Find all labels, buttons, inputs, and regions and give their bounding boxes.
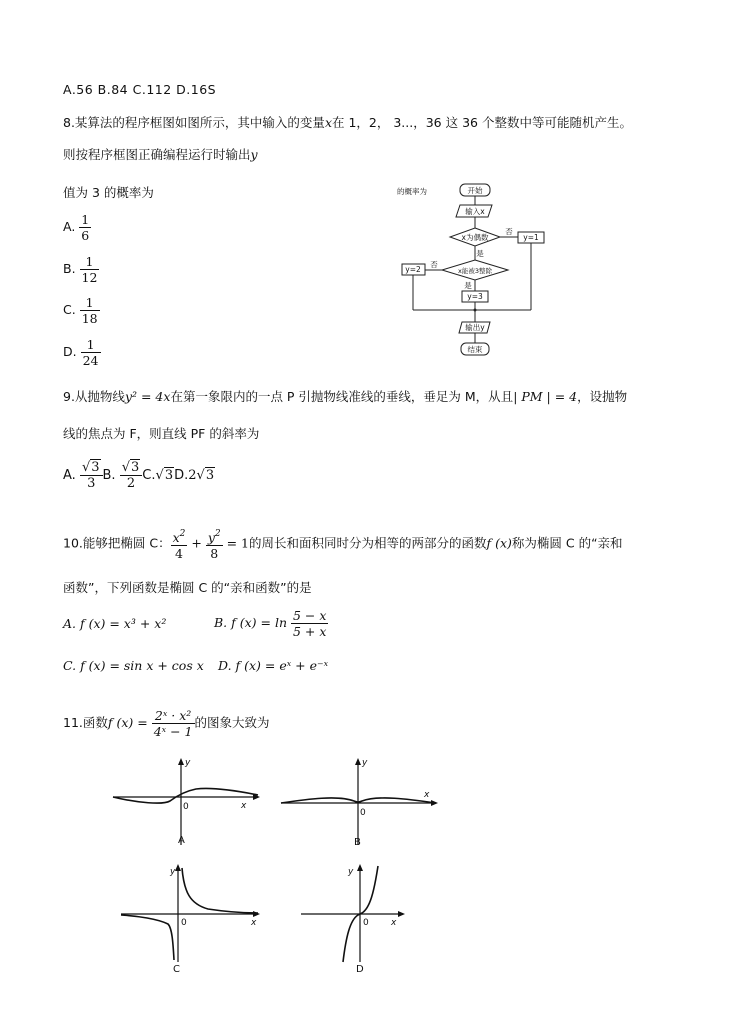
option-label: A.	[63, 468, 76, 483]
curve-right	[182, 868, 258, 913]
flow-no1: 否	[505, 227, 513, 236]
option-label: C.	[142, 468, 156, 483]
flow-y2: y=2	[405, 265, 421, 274]
frac-num: 5 − x	[293, 608, 327, 623]
q10-option-a	[63, 618, 166, 631]
y-label: y	[170, 867, 176, 877]
frac-den: 18	[81, 311, 98, 326]
flow-cond2-text: x能被3整除	[458, 267, 492, 275]
frac-num: 1	[81, 212, 90, 227]
option-label: B.	[63, 261, 76, 276]
frac-den: 3	[87, 476, 96, 491]
q10-option-c	[63, 660, 204, 673]
flow-yes1: 是	[476, 249, 484, 258]
graph-c	[118, 862, 268, 974]
x-label: x	[241, 801, 247, 811]
origin-label: 0	[181, 918, 187, 928]
ellipse-x-term: $\frac{x^2}{4}$	[172, 529, 186, 561]
q7-options: A.56 B.84 C.112 D.16S	[63, 82, 217, 97]
x-label: x	[251, 918, 257, 928]
flow-cond1-text: x为偶数	[461, 233, 489, 242]
flow-output-text: 输出y	[465, 323, 485, 332]
q10-opt-a: A. f (x) = x³ + x²	[63, 616, 167, 631]
q10-fx: f (x)	[486, 535, 512, 551]
q9-pm: | PM | = 4	[513, 389, 578, 404]
q11-fx: f (x) =	[107, 715, 148, 730]
q9-line1	[63, 391, 627, 404]
q8-option-d	[63, 337, 101, 368]
curve-left	[121, 915, 174, 960]
flow-end-text: 结束	[467, 345, 483, 354]
q10-opt-d: D. f (x) = eˣ + e⁻ˣ	[218, 658, 329, 673]
q9-text-a: 9.从抛物线	[63, 389, 125, 404]
frac-den: 24	[82, 353, 99, 368]
flow-no2: 否	[430, 260, 438, 269]
flow-start-text: 开始	[467, 186, 483, 195]
frac-num: 1	[80, 295, 100, 311]
x-label: x	[424, 790, 430, 800]
graph-label: A	[178, 835, 185, 846]
q9-text-b: 在第一象限内的一点 P 引抛物线准线的垂线，垂足为 M，从且	[170, 389, 514, 404]
q11-text-b: 的图象大致为	[194, 715, 270, 730]
graph-label: D	[356, 964, 364, 974]
graph-a	[108, 755, 268, 850]
y-label: y	[185, 758, 191, 768]
option-label: C.	[63, 302, 76, 317]
q10-opt-b-pre: B. f (x) = ln	[214, 615, 288, 630]
q10-line2: 函数”，下列函数是椭圆 C 的“亲和函数”的是	[63, 580, 312, 595]
option-d-value: 2√3	[188, 468, 215, 483]
frac-den: 2	[126, 476, 136, 491]
q11-text-a: 11.函数	[63, 715, 108, 730]
q8-var-y: y	[250, 147, 258, 162]
q11-line	[63, 708, 270, 739]
option-c-value: √3	[155, 468, 174, 483]
q8-text: 8.某算法的程序框图如图所示，其中输入的变量	[63, 115, 325, 130]
frac-num: 2ˣ · x²	[152, 708, 195, 724]
graph-label: B	[354, 837, 361, 848]
flow-yes2: 是	[464, 281, 472, 290]
frac-num: 1	[80, 254, 100, 270]
graph-b	[278, 755, 443, 850]
frac-num: 1	[81, 337, 101, 353]
q8-flowchart	[396, 180, 556, 362]
flow-input-text: 输入x	[465, 207, 485, 216]
q9-text-c: ，设抛物	[577, 389, 628, 404]
q10-line1: 10.能够把椭圆 C： $\frac{x^2}{4}$ + $\frac{y^2}{8}$ = 1的周长和面积同时分为相等的两部分的函数f (x)称为椭圆 C 的“亲和	[63, 529, 623, 561]
q9-parabola-eq: y² = 4x	[124, 389, 171, 404]
ellipse-y-term: $\frac{y^2}{8}$	[207, 529, 221, 561]
curve	[113, 788, 258, 803]
q8-line2	[63, 149, 258, 162]
flow-caption: 的概率为	[397, 187, 427, 196]
flow-y3: y=3	[467, 292, 483, 301]
option-label: D.	[174, 468, 189, 483]
origin-label: 0	[360, 808, 366, 818]
q10-option-b	[214, 608, 328, 639]
q10-option-d	[218, 660, 328, 673]
q8-line1	[63, 117, 632, 130]
q8-var-x: x	[324, 115, 332, 130]
q10-opt-c: C. f (x) = sin x + cos x	[63, 658, 204, 673]
graph-d	[298, 862, 418, 974]
q8-option-c	[63, 295, 100, 326]
q8-line2-text: 则按程序框图正确编程运行时输出	[63, 147, 251, 162]
q8-line3: 值为 3 的概率为	[63, 185, 154, 200]
q9-options	[63, 460, 215, 491]
frac-den: 5 + x	[293, 624, 327, 639]
y-label: y	[348, 867, 354, 877]
option-label: B.	[102, 468, 116, 483]
q10-text-c: 称为椭圆 C 的“亲和	[511, 535, 623, 551]
graph-label: C	[173, 964, 180, 974]
frac-den: 12	[81, 270, 98, 285]
option-label: A.	[63, 219, 76, 234]
frac-num: √3	[80, 460, 103, 476]
q9-line2: 线的焦点为 F，则直线 PF 的斜率为	[63, 426, 260, 441]
q10-text-a: 10.能够把椭圆 C：	[63, 535, 171, 551]
frac-num: √3	[120, 460, 143, 476]
q8-option-a	[63, 212, 91, 243]
frac-den: 6	[81, 228, 90, 243]
flow-y1: y=1	[523, 233, 539, 242]
origin-label: 0	[183, 802, 189, 812]
q8-option-b	[63, 254, 99, 285]
option-label: D.	[63, 344, 77, 359]
x-label: x	[391, 918, 397, 928]
y-label: y	[362, 758, 368, 768]
q10-text-b: 的周长和面积同时分为相等的两部分的函数	[248, 535, 487, 551]
q8-text-rest: 在 1，2， 3...，36 这 36 个整数中等可能随机产生。	[332, 115, 632, 130]
frac-den: 4ˣ − 1	[153, 724, 193, 739]
origin-label: 0	[363, 918, 369, 928]
